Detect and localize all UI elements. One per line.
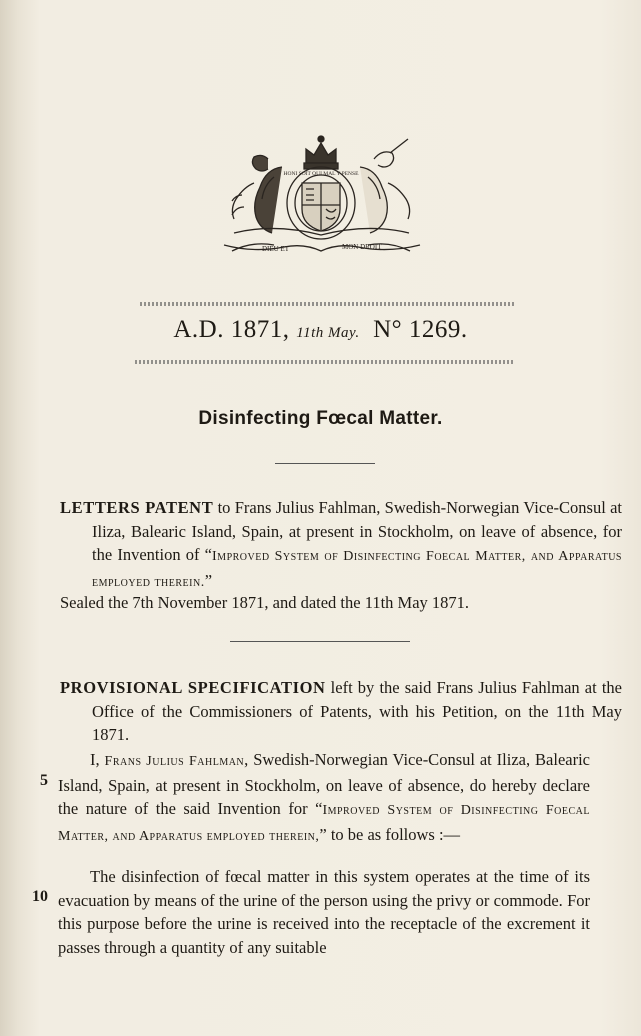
body-p1-invention: Improved System of Disinfecting Foecal Matter, and Apparatus employed therein, xyxy=(58,803,590,844)
sealed-line: Sealed the 7th November 1871, and dated the 11th May 1871. xyxy=(60,593,470,612)
letters-patent-text: to Frans Julius Fahlman, Swedish-Norwegian Vice-Consul at Iliza, Balearic Island, Spain, at present in Stockholm, on leave of absence, for the Invention of “ xyxy=(92,498,622,564)
body-paragraph-1 xyxy=(58,748,590,848)
body-p1-end: ” to be as follows :— xyxy=(319,824,461,844)
body-p1-intro: I, xyxy=(90,750,105,769)
patent-header xyxy=(0,316,641,344)
royal-coat-of-arms xyxy=(214,125,429,260)
line-number-10: 10 xyxy=(32,888,48,905)
garter-motto: HONI SOIT QUI MAL Y PENSE xyxy=(283,171,359,177)
inventor-name: Frans Julius Fahlman xyxy=(104,754,245,769)
provisional-lead: PROVISIONAL SPECIFICATION xyxy=(60,678,326,697)
letters-patent-close: ” xyxy=(204,570,213,590)
letters-patent-lead: LETTERS PATENT xyxy=(60,498,214,517)
letters-patent-invention: Improved System of Disinfecting Foecal Matter, and Apparatus employed therein. xyxy=(92,549,622,590)
ad-year: A.D. 1871, xyxy=(173,316,290,343)
patent-title: Disinfecting Fœcal Matter. xyxy=(198,408,443,429)
bottom-ornamental-rule xyxy=(135,360,515,364)
body-p1-text: , Swedish-Norwegian Vice-Consul at Iliza, Balearic Island, Spain, at present in Stockholm, on leave of absence, do hereby declare the nature of the said Invention for “ xyxy=(58,750,590,818)
body-paragraph-2: The disinfection of fœcal matter in this system operates at the time of its evacuation by means of the urine of the person using the privy or commode. For this purpose before the urine is received into the receptacle of the excrement it passes through a quantity of any suitable xyxy=(58,867,590,957)
letters-patent-paragraph xyxy=(60,496,622,594)
line-number-5: 5 xyxy=(40,772,48,789)
motto-right: MON DROIT xyxy=(342,243,382,251)
section-divider xyxy=(230,641,410,642)
provisional-specification-heading xyxy=(60,676,622,747)
patent-date: 11th May. xyxy=(296,325,360,341)
title-divider xyxy=(275,463,375,464)
motto-left: DIEU ET xyxy=(262,245,290,253)
provisional-text: left by the said Frans Julius Fahlman at the Office of the Commissioners of Patents, with his Petition, on the 11th May 1871. xyxy=(92,678,622,744)
top-ornamental-rule xyxy=(140,302,515,306)
patent-number: N° 1269. xyxy=(373,316,468,343)
